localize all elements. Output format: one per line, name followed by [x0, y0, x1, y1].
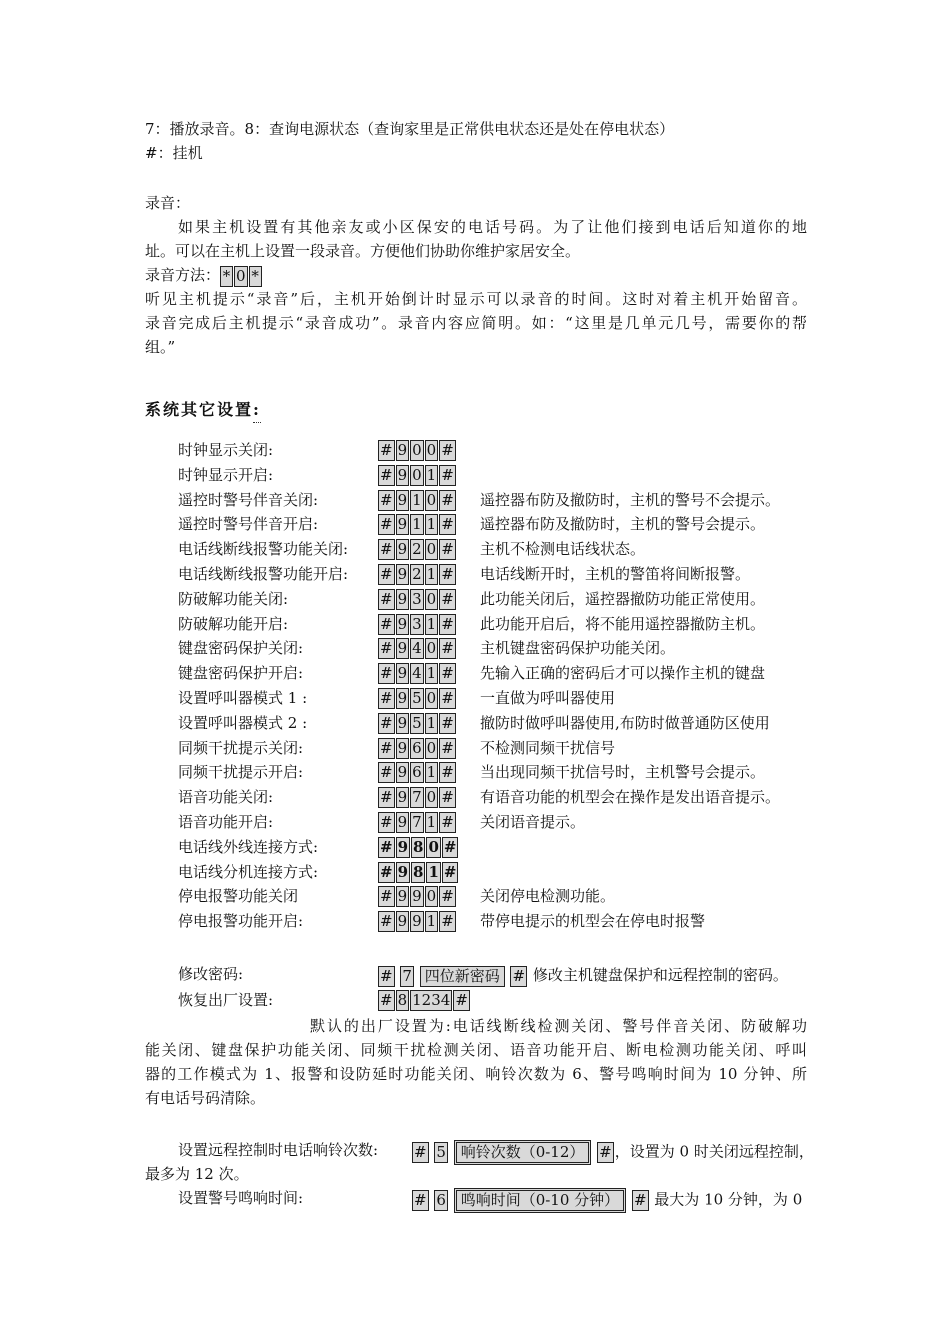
- setting-label: 语音功能开启:: [178, 813, 274, 831]
- key-cap: 5: [436, 1143, 446, 1161]
- key-cap: 0: [426, 639, 437, 658]
- key-cap: #: [441, 689, 454, 707]
- key-cap: 9: [397, 490, 408, 509]
- setting-label: 电话线断线报警功能关闭:: [178, 540, 349, 559]
- key-cap: #: [380, 589, 393, 608]
- key-cap: 7: [412, 788, 422, 807]
- key-cap: #: [380, 490, 393, 509]
- password-code: [378, 964, 788, 987]
- key-cap: 9: [397, 713, 408, 732]
- key-cap: #: [441, 887, 454, 906]
- setting-label: 时钟显示关闭:: [178, 441, 274, 459]
- setting-row: [0, 884, 950, 908]
- key-cap: #: [380, 713, 393, 732]
- setting-label: 电话线外线连接方式:: [178, 837, 319, 856]
- siren-desc: 最大为 10 分钟，为 0: [654, 1190, 803, 1209]
- setting-row: [0, 612, 950, 636]
- setting-code: [378, 738, 457, 759]
- key-cap: #: [380, 540, 393, 559]
- key-cap: 0: [426, 788, 437, 807]
- key-cap: #: [380, 887, 393, 906]
- key-cap: #: [380, 639, 393, 658]
- key-cap: 9: [397, 639, 408, 658]
- setting-desc: 遥控器布防及撤防时，主机的警号会提示。: [480, 515, 766, 534]
- setting-code: [378, 787, 457, 808]
- key-cap: 9: [397, 912, 408, 931]
- key-cap: #: [443, 837, 457, 856]
- key-cap: 6: [412, 763, 422, 782]
- remote-code: [412, 1140, 814, 1165]
- key-cap: 1: [426, 614, 437, 633]
- key-cap: #: [441, 490, 454, 509]
- setting-desc: 关闭停电检测功能。: [480, 887, 616, 906]
- key-cap: *: [220, 266, 233, 287]
- setting-row: [0, 736, 950, 760]
- key-cap: #: [441, 664, 454, 683]
- key-cap: #: [380, 738, 393, 757]
- key-cap: 5: [412, 689, 422, 707]
- remote-label: 设置远程控制时电话响铃次数:: [178, 1141, 379, 1159]
- key-cap: 9: [397, 664, 408, 683]
- setting-code: [378, 490, 457, 511]
- key-cap: 1: [426, 515, 437, 534]
- section-heading-text: 系统其它设置: [145, 400, 254, 419]
- recording-para-line-2: 址。可以在主机上设置一段录音。方便他们协助你维护家居安全。: [145, 242, 581, 260]
- key-cap: #: [441, 813, 454, 831]
- setting-row: [0, 909, 950, 933]
- key-cap: #: [380, 465, 393, 484]
- key-cap: 9: [397, 689, 408, 707]
- key-cap: 1: [426, 664, 437, 683]
- section-heading-colon: :: [253, 398, 261, 423]
- recording-title: 录音：: [145, 194, 191, 212]
- setting-row: [0, 488, 950, 512]
- key-cap: 0: [426, 540, 437, 559]
- key-cap: 1: [426, 565, 437, 583]
- setting-code: [378, 465, 457, 486]
- recording-method: [145, 263, 263, 287]
- setting-code: [378, 762, 457, 783]
- key-cap: #: [380, 763, 393, 782]
- key-cap: 9: [397, 515, 408, 534]
- key-cap: 0: [426, 887, 437, 906]
- key-cap: 3: [412, 589, 422, 608]
- key-cap: #: [441, 639, 454, 658]
- key-cap: #: [380, 689, 393, 707]
- setting-row: [0, 835, 950, 859]
- key-cap: #: [380, 837, 393, 856]
- remote-desc: ，设置为 0 时关闭远程控制，: [614, 1142, 814, 1161]
- setting-code: [378, 886, 457, 907]
- key-cap: #: [380, 966, 393, 985]
- key-cap: 9: [397, 738, 408, 757]
- setting-code: [378, 688, 457, 709]
- key-cap: 1: [426, 912, 437, 931]
- password-desc: 修改主机键盘保护和远程控制的密码。: [532, 966, 788, 984]
- key-cap: 鸣响时间（0-10 分钟）: [454, 1188, 626, 1213]
- setting-desc: 有语音功能的机型会在操作是发出语音提示。: [480, 788, 781, 807]
- setting-desc: 主机不检测电话线状态。: [480, 540, 646, 559]
- recording-para-line-1: 如果主机设置有其他亲友或小区保安的电话号码。为了让他们接到电话后知道你的地: [178, 218, 807, 236]
- key-cap: 1: [426, 713, 437, 732]
- setting-desc: 电话线断开时，主机的警笛将间断报警。: [480, 565, 751, 583]
- key-cap: #: [441, 441, 454, 459]
- setting-code: [378, 614, 457, 635]
- key-cap: 9: [397, 887, 408, 906]
- intro-line-2: #：挂机: [145, 144, 203, 162]
- setting-desc: 遥控器布防及撤防时，主机的警号不会提示。: [480, 490, 781, 509]
- reset-label: 恢复出厂设置:: [178, 991, 274, 1009]
- setting-desc: 此功能关闭后，遥控器撤防功能正常使用。: [480, 589, 766, 608]
- key-cap: 9: [397, 441, 408, 459]
- setting-label: 遥控时警号伴音关闭:: [178, 490, 319, 509]
- remote-line-2: 最多为 12 次。: [145, 1165, 249, 1183]
- setting-label: 键盘密码保护开启:: [178, 664, 304, 683]
- key-cap: #: [380, 441, 393, 459]
- key-cap: #: [380, 912, 393, 931]
- setting-row: [0, 686, 950, 710]
- setting-label: 电话线分机连接方式:: [178, 862, 319, 881]
- key-cap: #: [380, 664, 393, 683]
- key-cap: #: [455, 991, 468, 1009]
- setting-row: [0, 860, 950, 884]
- setting-code: [378, 638, 457, 659]
- siren-label: 设置警号鸣响时间:: [178, 1189, 304, 1207]
- reset-para-line-2: 能关闭、键盘保护功能关闭、同频干扰检测关闭、语音功能开启、断电检测功能关闭、呼叫: [145, 1041, 807, 1059]
- key-cap: #: [380, 565, 393, 583]
- setting-row: [0, 760, 950, 784]
- key-cap: 四位新密码: [420, 966, 505, 987]
- key-cap: 响铃次数（0-12）: [454, 1140, 592, 1165]
- key-cap: *: [249, 266, 262, 287]
- setting-row: [0, 537, 950, 561]
- key-cap: 1: [412, 515, 422, 534]
- key-cap: 9: [397, 788, 408, 807]
- setting-row: [0, 661, 950, 685]
- key-cap: #: [441, 465, 454, 484]
- key-cap: 8: [397, 991, 408, 1009]
- key-cap: #: [441, 565, 454, 583]
- setting-code: [378, 812, 457, 833]
- setting-row: [0, 810, 950, 834]
- recording-method-label: 录音方法：: [145, 266, 221, 284]
- setting-code: [378, 564, 457, 585]
- key-cap: 7: [412, 813, 422, 831]
- setting-desc: 一直做为呼叫器使用: [480, 689, 616, 707]
- key-cap: #: [441, 713, 454, 732]
- key-cap: 0: [236, 266, 246, 285]
- key-cap: 1: [428, 862, 439, 881]
- key-cap: 8: [413, 862, 424, 881]
- setting-label: 停电报警功能开启:: [178, 912, 304, 931]
- setting-label: 设置呼叫器模式 1 :: [178, 689, 308, 707]
- key-cap: #: [441, 763, 454, 782]
- key-cap: 9: [412, 912, 422, 931]
- key-cap: #: [441, 589, 454, 608]
- setting-desc: 带停电提示的机型会在停电时报警: [480, 912, 706, 931]
- key-cap: 2: [412, 540, 422, 559]
- key-cap: 1: [426, 813, 437, 831]
- setting-row: [0, 438, 950, 462]
- key-cap: #: [441, 912, 454, 931]
- reset-row: [0, 988, 950, 1012]
- setting-desc: 关闭语音提示。: [480, 813, 586, 831]
- setting-desc: 此功能开启后，将不能用遥控器撤防主机。: [480, 614, 766, 633]
- key-cap: 5: [412, 713, 422, 732]
- setting-desc: 不检测同频干扰信号: [480, 738, 616, 757]
- key-cap: #: [512, 966, 526, 985]
- key-cap: 4: [412, 639, 422, 658]
- key-cap: #: [441, 540, 454, 559]
- key-cap: 8: [413, 837, 424, 856]
- key-cap: #: [441, 614, 454, 633]
- setting-desc: 当出现同频干扰信号时，主机警号会提示。: [480, 763, 766, 782]
- key-cap: #: [380, 862, 393, 881]
- key-cap: #: [599, 1143, 612, 1161]
- key-cap: 9: [397, 813, 408, 831]
- recording-desc-line-2: 录音完成后主机提示“录音成功”。录音内容应简明。如：“这里是几单元几号，需要你的帮: [145, 314, 807, 332]
- setting-label: 防破解功能开启:: [178, 614, 289, 633]
- key-cap: #: [441, 788, 454, 807]
- setting-code: [378, 862, 459, 883]
- setting-row: [0, 512, 950, 536]
- key-cap: 9: [397, 862, 409, 881]
- key-cap: 0: [426, 490, 437, 509]
- key-cap: #: [380, 991, 393, 1009]
- password-label: 修改密码:: [178, 965, 244, 983]
- siren-row: [0, 1186, 950, 1210]
- setting-label: 同频干扰提示关闭:: [178, 738, 304, 757]
- reset-para-line-1: 默认的出厂设置为:电话线断线检测关闭、警号伴音关闭、防破解功: [310, 1017, 807, 1035]
- key-cap: 9: [397, 589, 408, 608]
- key-cap: 4: [412, 664, 422, 683]
- setting-label: 同频干扰提示开启:: [178, 763, 304, 782]
- setting-desc: 主机键盘密码保护功能关闭。: [480, 639, 676, 658]
- key-cap: 1: [426, 763, 437, 782]
- key-cap: #: [380, 813, 393, 831]
- key-cap: #: [441, 515, 454, 534]
- key-cap: 0: [426, 689, 437, 707]
- siren-code: [412, 1188, 802, 1213]
- setting-code: [378, 837, 459, 858]
- reset-para-line-4: 有电话号码清除。: [145, 1089, 266, 1107]
- key-cap: 9: [397, 614, 408, 633]
- key-cap: 1234: [412, 991, 451, 1009]
- key-cap: #: [380, 515, 393, 534]
- section-heading: [145, 398, 261, 423]
- setting-row: [0, 562, 950, 586]
- setting-label: 防破解功能关闭:: [178, 589, 289, 608]
- setting-row: [0, 785, 950, 809]
- key-cap: #: [633, 1191, 647, 1209]
- key-cap: 0: [426, 441, 437, 459]
- key-cap: 1: [412, 490, 422, 509]
- key-cap: #: [441, 738, 454, 757]
- reset-code: [378, 990, 471, 1011]
- key-cap: 9: [397, 565, 408, 583]
- setting-desc: 撤防时做呼叫器使用,布防时做普通防区使用: [480, 713, 770, 732]
- key-cap: 0: [428, 837, 439, 856]
- password-row: [0, 962, 950, 986]
- setting-desc: 先输入正确的密码后才可以操作主机的键盘: [480, 664, 766, 683]
- key-cap: 7: [402, 966, 412, 985]
- key-cap: 9: [397, 465, 408, 484]
- setting-code: [378, 539, 457, 560]
- setting-row: [0, 711, 950, 735]
- key-cap: 0: [426, 589, 437, 608]
- setting-code: [378, 514, 457, 535]
- setting-row: [0, 587, 950, 611]
- key-cap: 6: [412, 738, 422, 757]
- intro-line-1: 7：播放录音。8：查询电源状态（查询家里是正常供电状态还是处在停电状态）: [145, 120, 675, 138]
- setting-label: 停电报警功能关闭: [178, 887, 299, 906]
- key-cap: 1: [426, 465, 437, 484]
- recording-desc-line-1: 听见主机提示“录音”后，主机开始倒计时显示可以录音的时间。这时对着主机开始留音。: [145, 290, 807, 308]
- remote-row: [0, 1138, 950, 1162]
- setting-code: [378, 440, 457, 461]
- key-cap: 9: [397, 540, 408, 559]
- setting-label: 语音功能关闭:: [178, 788, 274, 807]
- key-cap: 0: [412, 465, 422, 484]
- recording-desc-line-3: 组。”: [145, 338, 176, 356]
- key-cap: 2: [412, 565, 422, 583]
- key-cap: 0: [426, 738, 437, 757]
- key-cap: 0: [412, 441, 422, 459]
- key-cap: #: [414, 1143, 427, 1161]
- setting-label: 键盘密码保护关闭:: [178, 639, 304, 658]
- key-cap: 9: [412, 887, 422, 906]
- setting-label: 设置呼叫器模式 2 :: [178, 713, 308, 732]
- key-cap: #: [443, 862, 457, 881]
- setting-label: 电话线断线报警功能开启:: [178, 565, 349, 583]
- setting-code: [378, 663, 457, 684]
- setting-label: 遥控时警号伴音开启:: [178, 515, 319, 534]
- key-cap: #: [380, 788, 393, 807]
- key-cap: #: [414, 1191, 427, 1209]
- key-cap: 6: [436, 1191, 446, 1209]
- key-cap: 3: [412, 614, 422, 633]
- setting-row: [0, 636, 950, 660]
- setting-code: [378, 713, 457, 734]
- setting-code: [378, 589, 457, 610]
- key-cap: 9: [397, 763, 408, 782]
- key-cap: #: [380, 614, 393, 633]
- reset-para-line-3: 器的工作模式为 1、报警和设防延时功能关闭、响铃次数为 6、警号鸣响时间为 10 分钟、所: [145, 1065, 807, 1083]
- setting-code: [378, 911, 457, 932]
- key-cap: 9: [397, 837, 409, 856]
- setting-label: 时钟显示开启:: [178, 465, 274, 484]
- setting-row: [0, 463, 950, 487]
